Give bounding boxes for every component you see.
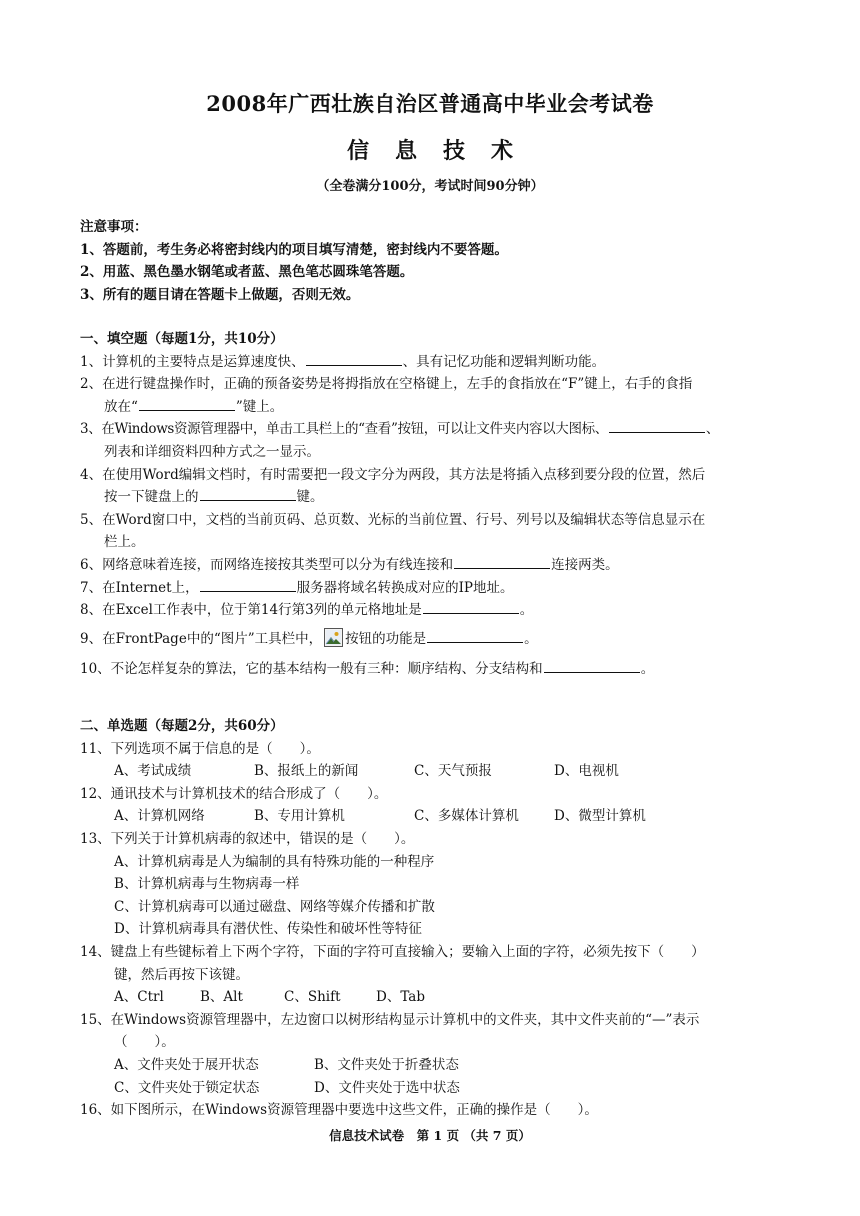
answer-blank — [200, 577, 296, 592]
answer-blank — [609, 418, 705, 433]
single-choice-section — [80, 715, 780, 1122]
option-d: D、计算机病毒具有潜伏性、传染性和破坏性等特征 — [114, 921, 422, 938]
question-14: 14、键盘上有些键标着上下两个字符，下面的字符可直接输入；要输入上面的字符，必须先按下（ ） — [80, 943, 705, 960]
page-footer: 信息技术试卷 第 1 页 （共 7 页） — [329, 1128, 531, 1143]
option-c: C、Shift — [284, 989, 341, 1006]
question-15-cont: （ ）。 — [114, 1034, 175, 1051]
fill-in-section — [80, 328, 780, 681]
answer-blank — [139, 396, 235, 411]
question-14-options — [80, 986, 780, 1009]
section-heading: 一、填空题（每题1分，共10分） — [80, 331, 284, 347]
question-1: 1、计算机的主要特点是运算速度快、 、具有记忆功能和逻辑判断功能。 — [80, 351, 780, 374]
exam-title: 2008年广西壮族自治区普通高中毕业会考试卷 — [206, 91, 654, 116]
question-16: 16、如下图所示，在Windows资源管理器中要选中这些文件，正确的操作是（ ）。 — [80, 1102, 598, 1119]
question-4: 4、在使用Word编辑文档时，有时需要把一段文字分为两段，其方法是将插入点移到要分段的位置，然后 — [80, 466, 706, 483]
question-2: 2、在进行键盘操作时，正确的预备姿势是将拇指放在空格键上，左手的食指放在“F”键上，右手的食指 — [80, 376, 693, 393]
question-5-cont: 栏上。 — [104, 534, 145, 551]
question-13: 13、下列关于计算机病毒的叙述中，错误的是（ ）。 — [80, 830, 415, 847]
option-c: C、计算机病毒可以通过磁盘、网络等媒介传播和扩散 — [114, 898, 435, 915]
exam-info: （全卷满分100分，考试时间90分钟） — [316, 179, 544, 194]
notice-item: 1、答题前，考生务必将密封线内的项目填写清楚，密封线内不要答题。 — [80, 241, 508, 258]
question-5: 5、在Word窗口中，文档的当前页码、总页数、光标的当前位置、行号、列号以及编辑状态等信息显示在 — [80, 511, 706, 528]
question-7: 7、在Internet上， 服务器将域名转换成对应的IP地址。 — [80, 577, 780, 600]
question-6: 6、网络意味着连接，而网络连接按其类型可以分为有线连接和 连接两类。 — [80, 554, 780, 577]
option-a: A、计算机网络 — [114, 808, 205, 825]
option-a: A、计算机病毒是人为编制的具有特殊功能的一种程序 — [114, 853, 435, 870]
option-d: D、文件夹处于选中状态 — [314, 1079, 460, 1096]
option-d: D、电视机 — [554, 763, 619, 780]
notice-item: 3、所有的题目请在答题卡上做题，否则无效。 — [80, 286, 360, 303]
question-10: 10、不论怎样复杂的算法，它的基本结构一般有三种：顺序结构、分支结构和 。 — [80, 658, 780, 681]
answer-blank — [306, 351, 402, 366]
section-heading: 二、单选题（每题2分，共60分） — [80, 718, 284, 734]
option-a: A、Ctrl — [114, 989, 164, 1006]
question-3: 3、在Windows资源管理器中，单击工具栏上的“查看”按钮，可以让文件夹内容以大图标、 、 — [80, 418, 780, 441]
answer-blank — [544, 658, 640, 673]
answer-blank — [200, 486, 296, 501]
notice-item: 2、用蓝、黑色墨水钢笔或者蓝、黑色笔芯圆珠笔答题。 — [80, 264, 414, 281]
insert-picture-icon — [324, 628, 343, 647]
question-15-options-2 — [80, 1077, 780, 1100]
option-c: C、文件夹处于锁定状态 — [114, 1079, 260, 1096]
option-a: A、文件夹处于展开状态 — [114, 1056, 259, 1073]
question-4-cont: 按一下键盘上的 键。 — [80, 486, 780, 509]
answer-blank — [423, 599, 519, 614]
option-d: D、微型计算机 — [554, 808, 646, 825]
subject-title: 信息技术 — [346, 138, 539, 164]
notice-section — [80, 216, 780, 306]
question-8: 8、在Excel工作表中，位于第14行第3列的单元格地址是 。 — [80, 599, 780, 622]
option-c: C、天气预报 — [414, 763, 492, 780]
question-9: 9、在FrontPage中的“图片”工具栏中， 按钮的功能是 。 — [80, 628, 780, 651]
option-b: B、报纸上的新闻 — [254, 763, 359, 780]
notice-heading: 注意事项： — [80, 219, 148, 235]
question-12: 12、通讯技术与计算机技术的结合形成了（ ）。 — [80, 785, 388, 802]
answer-blank — [454, 554, 550, 569]
option-a: A、考试成绩 — [114, 763, 192, 780]
option-c: C、多媒体计算机 — [414, 808, 519, 825]
option-b: B、Alt — [200, 989, 243, 1006]
question-3-cont: 列表和详细资料四种方式之一显示。 — [104, 443, 320, 460]
option-d: D、Tab — [376, 989, 425, 1006]
question-15-options-1 — [80, 1054, 780, 1077]
question-2-cont: 放在“ ”键上。 — [80, 396, 780, 419]
option-b: B、文件夹处于折叠状态 — [314, 1056, 459, 1073]
option-b: B、专用计算机 — [254, 808, 345, 825]
question-11-options — [80, 760, 780, 783]
option-b: B、计算机病毒与生物病毒一样 — [114, 876, 300, 893]
answer-blank — [427, 628, 523, 643]
question-15: 15、在Windows资源管理器中，左边窗口以树形结构显示计算机中的文件夹，其中文件夹前的“—”表示 — [80, 1011, 700, 1028]
question-11: 11、下列选项不属于信息的是（ ）。 — [80, 740, 320, 757]
question-12-options — [80, 805, 780, 828]
question-14-cont: 键，然后再按下该键。 — [114, 966, 249, 983]
